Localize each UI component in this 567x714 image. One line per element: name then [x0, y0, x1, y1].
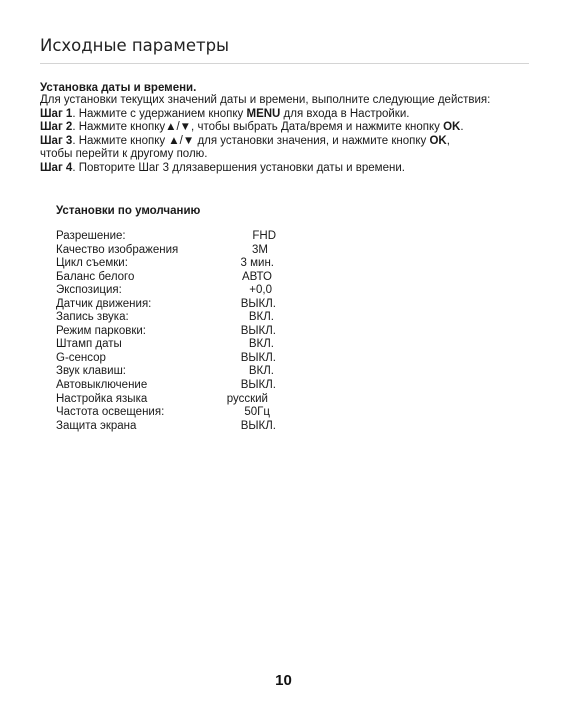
- setting-row-light-frequency: [56, 406, 276, 420]
- setting-label: Запись звука:: [56, 311, 129, 324]
- setting-label: Штамп даты: [56, 338, 122, 351]
- step-label: Шаг 1: [40, 107, 73, 120]
- step-label: Шаг 3: [40, 134, 73, 147]
- setting-row-loop-cycle: [56, 257, 276, 271]
- datetime-instructions: [40, 94, 540, 176]
- setting-label: Экспозиция:: [56, 284, 122, 297]
- setting-label: Режим парковки:: [56, 324, 146, 337]
- default-settings-list: [56, 230, 276, 433]
- setting-value: FHD: [252, 230, 276, 242]
- setting-row-screen-saver: [56, 420, 276, 434]
- step-4: [40, 162, 540, 176]
- setting-label: G-сенсор: [56, 351, 106, 364]
- intro-text: Для установки текущих значений даты и времени, выполните следующие действия:: [40, 94, 491, 106]
- step-text: ,: [446, 134, 450, 147]
- setting-row-image-quality: [56, 244, 276, 258]
- setting-row-g-sensor: [56, 352, 276, 366]
- setting-label: Автовыключение: [56, 379, 148, 392]
- setting-value: ВЫКЛ.: [240, 351, 276, 364]
- setting-row-resolution: [56, 230, 276, 244]
- setting-row-auto-off: [56, 379, 276, 393]
- setting-label: Датчик движения:: [56, 297, 152, 310]
- setting-label: Баланс белого: [56, 270, 135, 283]
- setting-label: Цикл съемки:: [56, 257, 128, 270]
- setting-label: Качество изображения: [56, 243, 179, 256]
- title-divider: [40, 63, 529, 64]
- ok-key: OK: [443, 121, 461, 134]
- setting-value: русский: [226, 392, 268, 405]
- setting-value: ВКЛ.: [248, 338, 274, 351]
- setting-value: 3 мин.: [240, 257, 274, 270]
- setting-label: Защита экрана: [56, 419, 137, 432]
- step-3-continuation: чтобы перейти к другому полю.: [40, 148, 208, 161]
- datetime-heading: Установка даты и времени.: [40, 82, 197, 94]
- setting-row-white-balance: [56, 271, 276, 285]
- page-number: 10: [275, 672, 292, 689]
- setting-row-motion-detector: [56, 298, 276, 312]
- step-text: для входа в Настройки.: [280, 107, 410, 120]
- setting-value: ВЫКЛ.: [240, 419, 276, 432]
- step-text: . Повторите Шаг 3 длязавершения установки даты и времени.: [72, 161, 405, 174]
- step-text: . Нажмите кнопку ▲/▼ для установки значения, и нажмите кнопку: [72, 134, 430, 147]
- setting-row-exposure: [56, 284, 276, 298]
- setting-value: ВЫКЛ.: [240, 379, 276, 392]
- setting-row-date-stamp: [56, 338, 276, 352]
- step-label: Шаг 2: [40, 121, 73, 134]
- ok-key: OK: [429, 134, 447, 147]
- step-text: . Нажмите кнопку▲/▼, чтобы выбрать Дата/время и нажмите кнопку: [72, 121, 444, 134]
- setting-value: 3M: [252, 243, 268, 256]
- step-3: [40, 135, 540, 149]
- step-text: . Нажмите с удержанием кнопку: [72, 107, 247, 120]
- setting-value: 50Гц: [244, 406, 270, 419]
- setting-value: ВЫКЛ.: [240, 324, 276, 337]
- page-title: Исходные параметры: [40, 36, 230, 55]
- step-1: [40, 108, 540, 122]
- setting-label: Частота освещения:: [56, 406, 165, 419]
- step-text: .: [460, 121, 464, 134]
- setting-label: Разрешение:: [56, 230, 126, 242]
- setting-label: Настройка языка: [56, 392, 148, 405]
- menu-key: MENU: [246, 107, 281, 120]
- setting-label: Звук клавиш:: [56, 365, 126, 378]
- setting-row-key-sound: [56, 365, 276, 379]
- step-label: Шаг 4: [40, 161, 73, 174]
- setting-value: ВКЛ.: [248, 311, 274, 324]
- setting-row-audio-record: [56, 311, 276, 325]
- defaults-heading: Установки по умолчанию: [56, 205, 201, 217]
- setting-value: ВЫКЛ.: [240, 297, 276, 310]
- setting-row-language: [56, 393, 276, 407]
- step-2: [40, 121, 540, 135]
- setting-value: +0,0: [249, 284, 272, 297]
- setting-value: АВТО: [241, 270, 272, 283]
- setting-row-parking-mode: [56, 325, 276, 339]
- setting-value: ВКЛ.: [248, 365, 274, 378]
